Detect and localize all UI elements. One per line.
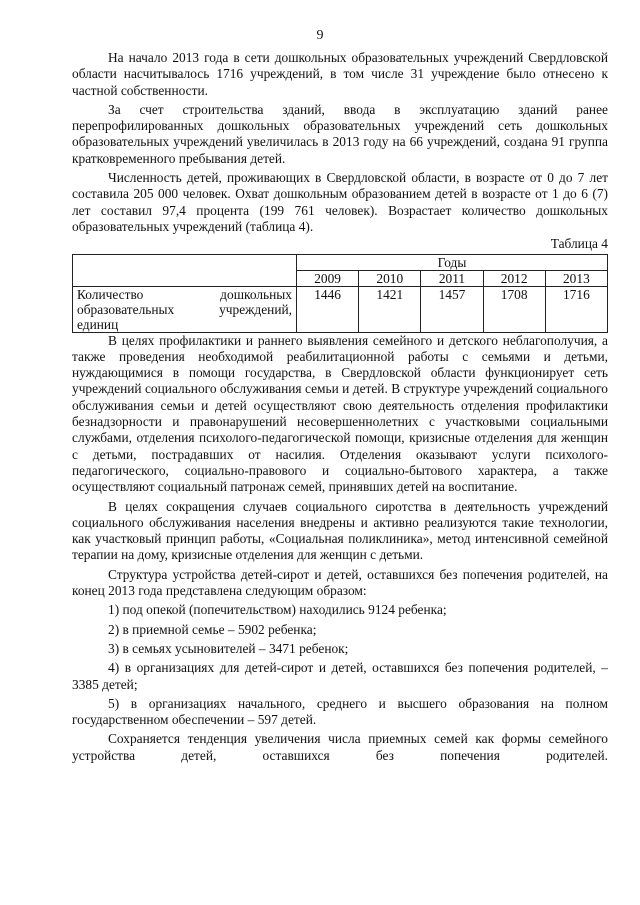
paragraph: За счет строительства зданий, ввода в эксплуатацию зданий ранее перепрофилированных дошкольных образовательных учреждений сеть дошкольных образовательных учреждений увеличилась в 2013 году на 66 учреждений, создана 91 группа кратковременного пребывания детей. [72, 101, 608, 166]
table-cell: 1708 [483, 286, 545, 332]
table-header-row [73, 254, 608, 270]
year-header: 2013 [545, 270, 607, 286]
page-body [72, 50, 608, 767]
list-item: 2) в приемной семье – 5902 ребенка; [108, 621, 317, 637]
page-number: 9 [316, 28, 324, 43]
years-group-header: Годы [297, 254, 608, 270]
year-header: 2011 [421, 270, 483, 286]
institutions-table [72, 254, 608, 333]
paragraph: Структура устройства детей-сирот и детей, оставшихся без попечения родителей, на конец 2013 года представлена следующим образом: [72, 566, 608, 599]
table-cell: 1716 [545, 286, 607, 332]
row-label [73, 286, 297, 332]
year-header: 2009 [297, 270, 359, 286]
table-caption: Таблица 4 [550, 236, 608, 252]
list-item: 3) в семьях усыновителей – 3471 ребенок; [108, 640, 349, 656]
table-cell: 1446 [297, 286, 359, 332]
table-corner-cell [73, 254, 297, 286]
year-header: 2012 [483, 270, 545, 286]
row-label-line: образовательных учреждений, [77, 301, 292, 317]
list-item: 4) в организациях для детей-сирот и детей, оставшихся без попечения родителей, – 3385 детей; [72, 660, 608, 692]
list-item: 1) под опекой (попечительством) находились 9124 ребенка; [108, 602, 447, 618]
table-cell: 1421 [359, 286, 421, 332]
final-paragraph: Сохраняется тенденция увеличения числа приемных семей как формы семейного устройства детей, оставшихся без попечения родителей. [72, 731, 608, 763]
paragraph: Численность детей, проживающих в Свердловской области, в возрасте от 0 до 7 лет составила 205 000 человек. Охват дошкольным образованием детей в возрасте от 1 до 6 (7) лет составил 97,4 процента (199 761 человек). Возрастает количество дошкольных образовательных учреждений (таблица 4). [72, 170, 608, 234]
row-label-line: единиц [77, 316, 119, 332]
table-row [73, 286, 608, 332]
row-label-line: Количество дошкольных [77, 286, 292, 302]
paragraph: На начало 2013 года в сети дошкольных образовательных учреждений Свердловской области насчитывалось 1716 учреждений, в том числе 31 учреждение было отнесено к частной собственности. [72, 50, 608, 98]
list-item: 5) в организациях начального, среднего и высшего образования на полном государственном обеспечении – 597 детей. [72, 695, 608, 728]
year-header: 2010 [359, 270, 421, 286]
paragraph: В целях профилактики и раннего выявления семейного и детского неблагополучия, а также проведения необходимой реабилитационной работы с семьями и детьми, нуждающимися в помощи государства, в Свердловской области функционирует сеть учреждений социального обслуживания семьи и детей. В структуре учреждений социального обслуживания семьи и детей осуществляют свою деятельность отделения профилактики безнадзорности и правонарушений несовершеннолетних с участковыми социальными службами, отделения психолого-педагогической помощи, кризисные отделения для женщин с детьми, пострадавших от насилия. Отделения оказывают услуги психолого-педагогического, социально-правового и социально-бытового характера, а также осуществляют социальный патронаж семей, принявших детей на воспитание. [72, 332, 608, 495]
paragraph: В целях сокращения случаев социального сиротства в деятельность учреждений социального обслуживания населения внедрены и активно реализуются такие технологии, как участковый принцип работы, «Социальная поликлиника», метод интенсивной семейной терапии на дому, кризисные отделения для женщин с детьми. [72, 498, 608, 563]
table-cell: 1457 [421, 286, 483, 332]
